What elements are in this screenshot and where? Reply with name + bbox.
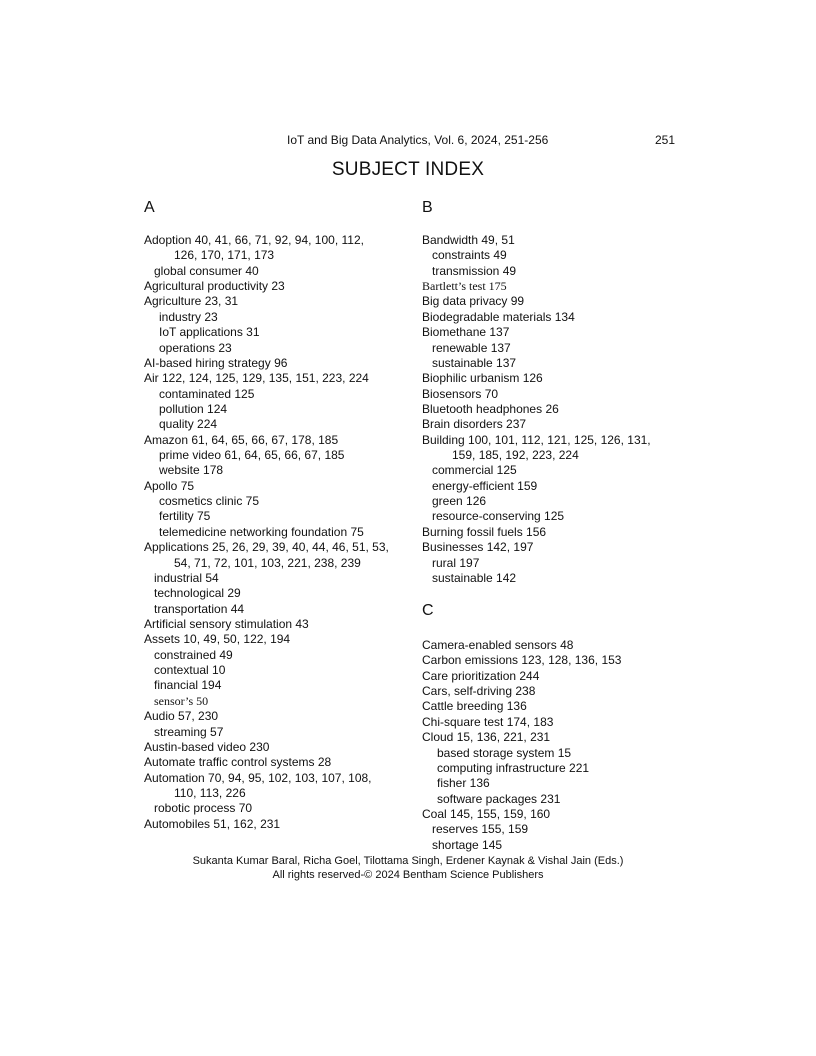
index-entry: Burning fossil fuels 156 [422, 524, 547, 539]
index-subentry: software packages 231 [437, 791, 561, 806]
index-entry: Apollo 75 [144, 478, 195, 493]
index-entry: Automate traffic control systems 28 [144, 755, 332, 770]
index-subentry: computing infrastructure 221 [437, 760, 590, 775]
index-column-a [144, 233, 389, 832]
index-entry: Artificial sensory stimulation 43 [144, 616, 309, 631]
index-entry: Chi-square test 174, 183 [422, 714, 554, 729]
index-entry: Biomethane 137 [422, 325, 510, 340]
index-subentry: sustainable 137 [432, 355, 517, 370]
index-subentry: industrial 54 [154, 570, 219, 585]
index-entry: Automation 70, 94, 95, 102, 103, 107, 108, [144, 770, 372, 785]
index-entry: Adoption 40, 41, 66, 71, 92, 94, 100, 112, [144, 233, 364, 247]
index-entry: Austin-based video 230 [144, 739, 270, 754]
index-subentry: technological 29 [154, 586, 241, 601]
index-entry: Biosensors 70 [422, 386, 499, 401]
index-subentry: sustainable 142 [432, 570, 517, 585]
index-subentry: quality 224 [159, 417, 218, 432]
index-entry: Cars, self-driving 238 [422, 684, 536, 699]
index-entry: Bandwidth 49, 51 [422, 233, 515, 247]
index-subentry: resource-conserving 125 [432, 509, 565, 524]
index-entry: Building 100, 101, 112, 121, 125, 126, 131, [422, 432, 651, 447]
index-entry: Brain disorders 237 [422, 417, 527, 432]
index-subentry: pollution 124 [159, 401, 228, 416]
index-subentry: industry 23 [159, 309, 218, 324]
index-subentry: financial 194 [154, 678, 222, 693]
index-entry: Air 122, 124, 125, 129, 135, 151, 223, 224 [144, 371, 369, 386]
index-subentry: fertility 75 [159, 509, 211, 524]
index-entry: Bartlett’s test 175 [422, 279, 507, 294]
index-subentry: IoT applications 31 [159, 325, 260, 340]
index-subentry: reserves 155, 159 [432, 822, 529, 837]
page-number: 251 [655, 133, 676, 147]
index-subentry: operations 23 [159, 340, 232, 355]
index-subentry: streaming 57 [154, 724, 224, 739]
index-entry: Audio 57, 230 [144, 709, 219, 724]
index-entry: Coal 145, 155, 159, 160 [422, 806, 551, 821]
index-entry: Businesses 142, 197 [422, 540, 534, 555]
section-letter-c: C [422, 602, 434, 619]
index-subentry: transportation 44 [154, 601, 245, 616]
index-entry-continuation: 159, 185, 192, 223, 224 [452, 448, 579, 463]
index-entry: Biodegradable materials 134 [422, 309, 575, 324]
index-subentry: rural 197 [432, 555, 480, 570]
index-entry: Care prioritization 244 [422, 668, 540, 683]
running-head [0, 132, 816, 148]
index-entry: Applications 25, 26, 29, 39, 40, 44, 46, 51, 53, [144, 540, 389, 555]
index-subentry: constraints 49 [432, 248, 507, 263]
index-subentry: telemedicine networking foundation 75 [159, 524, 364, 539]
index-column-b [422, 233, 651, 586]
section-letter-b: B [422, 199, 433, 216]
index-subentry: renewable 137 [432, 340, 511, 355]
editors-line: Sukanta Kumar Baral, Richa Goel, Tilottama Singh, Erdener Kaynak & Vishal Jain (Eds.) [192, 855, 624, 867]
copyright-line: All rights reserved-© 2024 Bentham Science Publishers [272, 869, 544, 881]
index-subentry: fisher 136 [437, 776, 490, 791]
index-subentry: robotic process 70 [154, 801, 253, 816]
index-column-c [422, 638, 621, 853]
index-subentry: prime video 61, 64, 65, 66, 67, 185 [159, 448, 345, 463]
index-subentry: based storage system 15 [437, 745, 572, 760]
index-subentry: global consumer 40 [154, 263, 259, 278]
index-subentry: shortage 145 [432, 837, 503, 852]
index-entry: Cloud 15, 136, 221, 231 [422, 730, 551, 745]
index-entry: Big data privacy 99 [422, 294, 525, 309]
index-entry-continuation: 110, 113, 226 [174, 785, 246, 800]
index-subentry: contextual 10 [154, 663, 226, 678]
index-entry: Automobiles 51, 162, 231 [144, 816, 281, 831]
index-entry: Agriculture 23, 31 [144, 294, 239, 309]
page-title: SUBJECT INDEX [331, 159, 485, 180]
index-entry: Cattle breeding 136 [422, 699, 527, 714]
index-entry-continuation: 54, 71, 72, 101, 103, 221, 238, 239 [174, 555, 361, 570]
index-subentry: energy-efficient 159 [432, 478, 538, 493]
index-entry: Carbon emissions 123, 128, 136, 153 [422, 653, 622, 668]
journal-citation: IoT and Big Data Analytics, Vol. 6, 2024, 251-256 [287, 133, 549, 147]
index-entry: AI-based hiring strategy 96 [144, 355, 288, 370]
section-letter-a: A [144, 199, 155, 216]
index-subentry: transmission 49 [432, 263, 517, 278]
index-subentry: website 178 [159, 463, 224, 478]
index-entry: Camera-enabled sensors 48 [422, 638, 574, 652]
index-entry: Assets 10, 49, 50, 122, 194 [144, 632, 291, 647]
index-subentry: contaminated 125 [159, 386, 255, 401]
index-subentry: sensor’s 50 [154, 693, 209, 708]
index-entry-continuation: 126, 170, 171, 173 [174, 248, 275, 263]
index-subentry: cosmetics clinic 75 [159, 494, 260, 509]
index-entry: Amazon 61, 64, 65, 66, 67, 178, 185 [144, 432, 339, 447]
index-entry: Agricultural productivity 23 [144, 279, 285, 294]
index-subentry: constrained 49 [154, 647, 233, 662]
index-subentry: commercial 125 [432, 463, 517, 478]
index-entry: Biophilic urbanism 126 [422, 371, 543, 386]
page-footer [0, 854, 816, 882]
index-entry: Bluetooth headphones 26 [422, 401, 559, 416]
index-subentry: green 126 [432, 494, 487, 509]
